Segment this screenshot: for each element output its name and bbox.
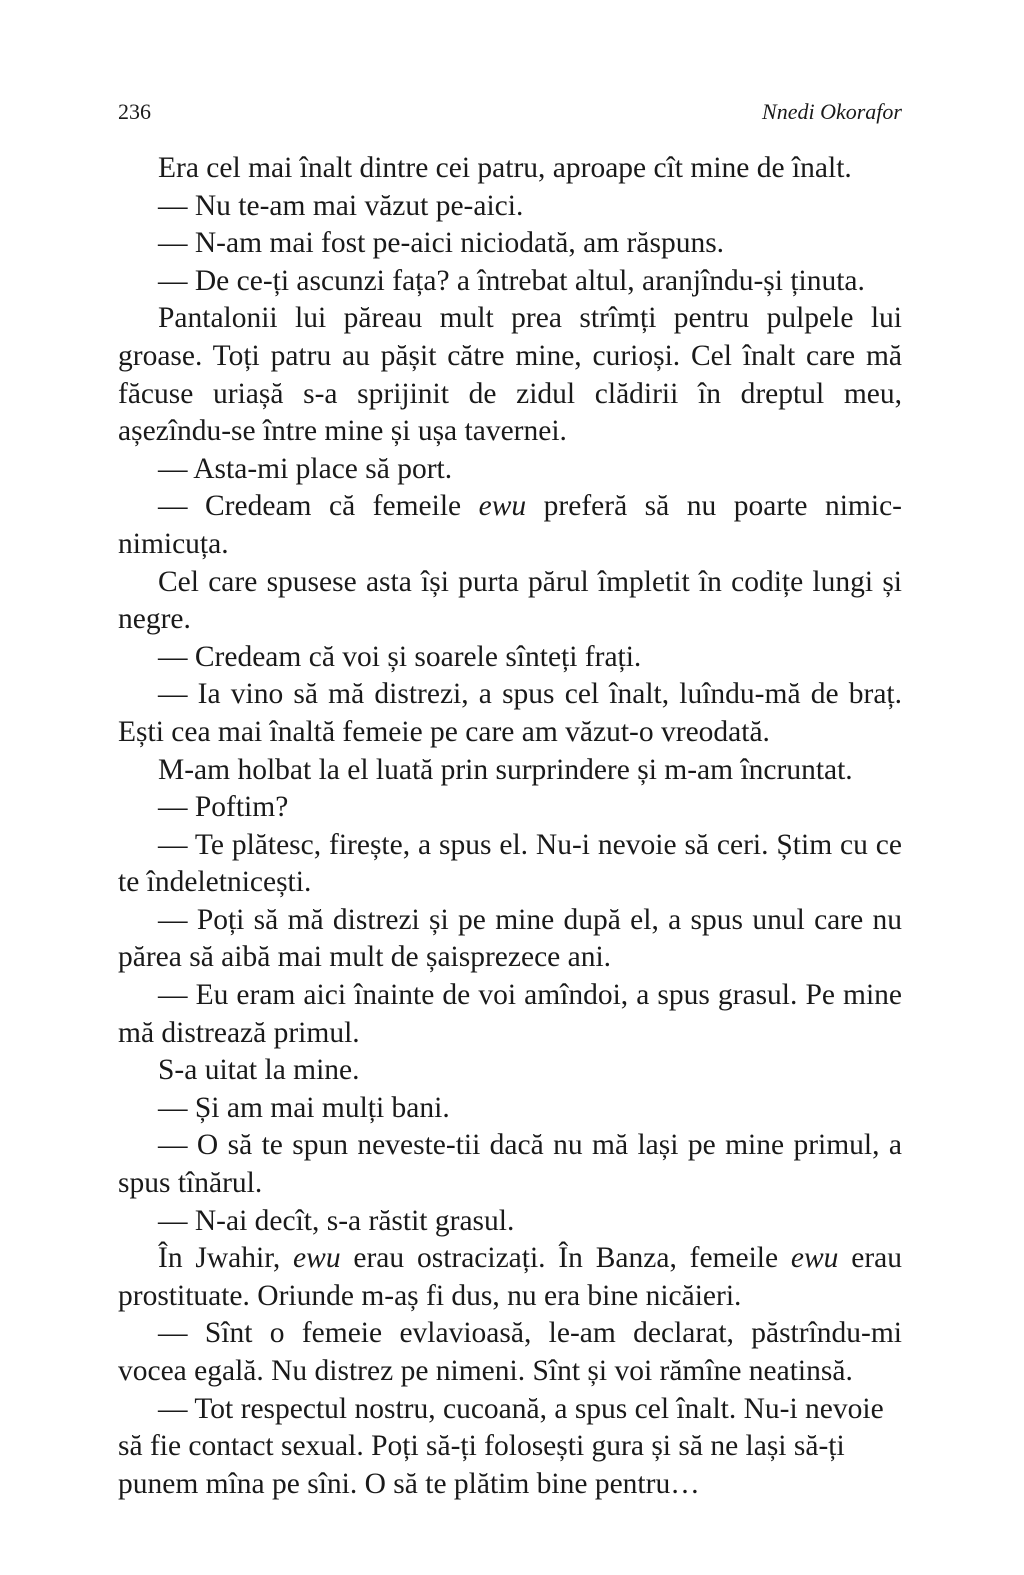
dialogue-line: — Asta-mi place să port. bbox=[158, 452, 453, 485]
dialogue-line: — Te plătesc, firește, a spus el. Nu-i nevoie să ceri. Știm cu ce te îndeletnicești. bbox=[118, 828, 902, 899]
dialogue-line: — De ce-ți ascunzi fața? a întrebat altul, aranjîndu-și ținuta. bbox=[158, 264, 865, 297]
dialogue-line: — Poți să mă distrezi și pe mine după el, a spus unul care nu părea să aibă mai mult de șaisprezece ani. bbox=[118, 903, 902, 974]
dialogue-line: — Sînt o femeie evlavioasă, le-am declarat, păstrîndu-mi vocea egală. Nu distrez pe nimeni. Sînt și voi rămîne neatinsă. bbox=[118, 1317, 902, 1387]
dialogue-line: — Credeam că voi și soarele sînteți frați. bbox=[158, 640, 642, 673]
page-number: 236 bbox=[118, 99, 151, 124]
paragraph: În Jwahir, ewu erau ostracizați. În Banza, femeile ewu erau prostituate. Oriunde m-aș fi dus, nu era bine nicăieri. bbox=[118, 1242, 902, 1312]
paragraph: Pantalonii lui păreau mult prea strîmți pentru pulpele lui groase. Toți patru au pășit către mine, curioși. Cel înalt care mă făcuse uriașă s-a sprijinit de zidul clădirii în dreptul meu, așezîndu-se între mine și ușa tavernei. bbox=[118, 302, 902, 448]
body-text bbox=[118, 150, 902, 1503]
page-header bbox=[118, 96, 902, 128]
dialogue-line: — Ia vino să mă distrezi, a spus cel înalt, luîndu-mă de braț. Ești cea mai înaltă femeie pe care am văzut-o vreodată. bbox=[118, 678, 902, 748]
italic-term: ewu bbox=[293, 1242, 341, 1275]
dialogue-line: — O să te spun neveste-tii dacă nu mă lași pe mine primul, a spus tînărul. bbox=[118, 1129, 902, 1200]
dialogue-line: — Nu te-am mai văzut pe-aici. bbox=[158, 189, 524, 222]
dialogue-line: — Credeam că femeile ewu preferă să nu poarte nimic-nimicuța. bbox=[118, 490, 902, 560]
italic-term: ewu bbox=[790, 1242, 839, 1275]
dialogue-line: — Și am mai mulți bani. bbox=[158, 1091, 450, 1124]
dialogue-line: — Eu eram aici înainte de voi amîndoi, a spus grasul. Pe mine mă distrează primul. bbox=[118, 979, 902, 1049]
dialogue-line: — Poftim? bbox=[158, 791, 289, 824]
dialogue-line: — N-am mai fost pe-aici niciodată, am răspuns. bbox=[158, 227, 725, 260]
paragraph: Era cel mai înalt dintre cei patru, aproape cît mine de înalt. bbox=[158, 152, 852, 184]
paragraph: Cel care spusese asta își purta părul împletit în codițe lungi și negre. bbox=[118, 565, 902, 636]
paragraph: S-a uitat la mine. bbox=[158, 1054, 360, 1087]
dialogue-line: — Tot respectul nostru, cucoană, a spus cel înalt. Nu-i nevoie să fie contact sexual. Poți să-ți folosești gura și să ne lași să-ți punem mîna pe sîni. O să te plătim bine pentru… bbox=[118, 1392, 884, 1500]
running-head-author: Nnedi Okorafor bbox=[762, 99, 902, 124]
paragraph: M-am holbat la el luată prin surprindere și m-am încruntat. bbox=[158, 753, 853, 786]
italic-term: ewu bbox=[478, 490, 527, 523]
dialogue-line: — N-ai decît, s-a răstit grasul. bbox=[158, 1204, 515, 1237]
